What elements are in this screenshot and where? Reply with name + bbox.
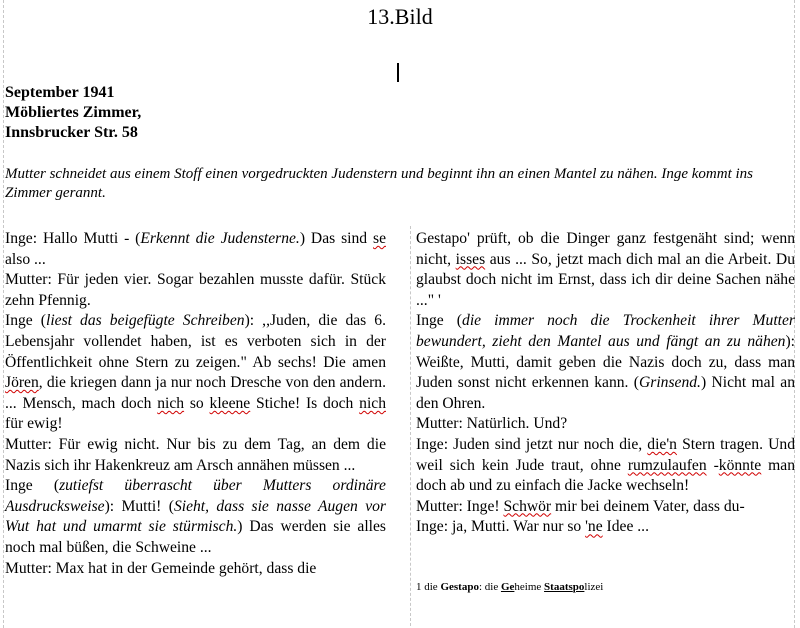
text-column-left[interactable]	[5, 229, 386, 579]
spellcheck-word: könnte	[718, 456, 762, 474]
page-title: 13.Bild	[367, 4, 433, 29]
dialogue-line: Inge (liest das beigefügte Schreiben): ,,Juden, die das 6. Lebensjahr vollendet haben, ist es verboten sich in der Öffentlichkeit ohne Stern zu zeigen." Ab sechs! Die amen Jören, die kriegen dann ja nur noch Dresche von den andern. ... Mensch, mach doch nich so kleene Stiche! Is doch nich für ewig!	[5, 312, 386, 433]
spellcheck-word: Jören	[5, 374, 39, 392]
spellcheck-word: rumzulaufen	[627, 456, 707, 474]
text-cursor	[397, 63, 399, 82]
header-address: Innsbrucker Str. 58	[5, 124, 138, 141]
spellcheck-word: kleene	[209, 394, 251, 412]
margin-guide-left	[3, 0, 4, 628]
header-room: Möbliertes Zimmer,	[5, 104, 142, 121]
dialogue-line: Inge: ja, Mutti. War nur so 'ne Idee ...	[416, 518, 649, 536]
dialogue-line: Mutter: Für ewig nicht. Nur bis zu dem Tag, an dem die Nazis sich ihr Hakenkreuz am Arsch annähen müssen ...	[5, 435, 386, 474]
dialogue-line: Inge: Hallo Mutti - (Erkennt die Judensterne.) Das sind se also ...	[5, 230, 386, 268]
dialogue-line: Mutter: Inge! Schwör mir bei deinem Vater, dass du-	[416, 497, 745, 515]
dialogue-line: Gestapo' prüft, ob die Dinger ganz festgenäht sind; wenn nicht, isses aus ... So, jetzt mach dich mal an die Arbeit. Du glaubst doch nicht im Ernst, dass ich dir deine Sachen nähe ..." '	[416, 230, 795, 309]
stage-direction: Mutter schneidet aus einem Stoff einen vorgedruckten Judenstern und beginnt ihn an einen Mantel zu nähen. Inge kommt ins Zimmer gerannt.	[5, 166, 754, 201]
dialogue-line: Inge (zutiefst überrascht über Mutters ordinäre Ausdrucksweise): Mutti! (Sieht, dass sie nasse Augen vor Wut hat und umarmt sie stürmisch.) Das werden sie alles noch mal büßen, die Schweine ...	[5, 477, 386, 556]
scene-header	[5, 83, 141, 143]
spellcheck-word: die'n	[647, 435, 677, 453]
spellcheck-word: nich	[359, 394, 386, 412]
header-date: September 1941	[5, 84, 115, 101]
spellcheck-word: 'ne	[585, 518, 603, 536]
spellcheck-word: se	[373, 230, 386, 247]
dialogue-line: Inge (die immer noch die Trockenheit ihrer Mutter bewundert, zieht den Mantel aus und fängt an zu nähen): Weißte, Mutti, damit geben die Nazis doch zu, dass man Juden sonst nicht erkennen kann. (Grinsend.) Nicht mal an den Ohren.	[416, 312, 795, 412]
column-guide	[410, 226, 411, 626]
text-column-right[interactable]	[416, 229, 795, 538]
spellcheck-word: Schwör	[503, 497, 552, 515]
dialogue-line: Inge: Juden sind jetzt nur noch die, die'n Stern tragen. Und weil sich kein Jude traut, ohne rumzulaufen -könnte man doch ab und zu einfach die Jacke wechseln!	[416, 435, 796, 495]
spellcheck-word: isses	[455, 250, 486, 268]
dialogue-line: Mutter: Max hat in der Gemeinde gehört, dass die	[5, 559, 317, 577]
spellcheck-word: nich	[157, 394, 185, 412]
dialogue-line: Mutter: Natürlich. Und?	[416, 415, 568, 433]
footnote: 1 die Gestapo: die Geheime Staatspolizei	[416, 581, 604, 593]
dialogue-line: Mutter: Für jeden vier. Sogar bezahlen musste dafür. Stück zehn Pfennig.	[5, 271, 386, 309]
